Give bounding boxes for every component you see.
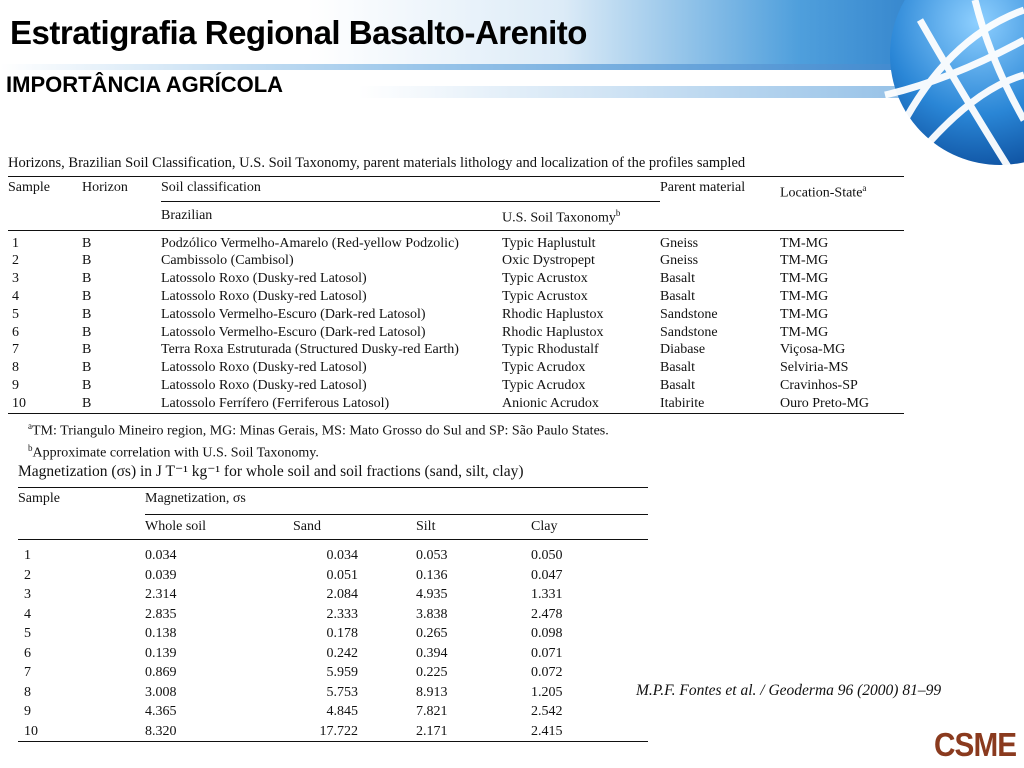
- cell-sand: 0.242: [326, 645, 358, 661]
- cell-silt: 0.136: [416, 567, 448, 583]
- cell-sample: 8: [12, 360, 19, 376]
- cell-whole: 0.034: [145, 548, 177, 563]
- cell-brazilian: Cambissolo (Cambisol): [161, 253, 294, 269]
- cell-us: Rhodic Haplustox: [502, 306, 604, 322]
- header-location: [780, 177, 904, 231]
- cell-silt: 0.265: [416, 626, 448, 641]
- header-magnetization: Magnetization, σs: [145, 488, 648, 515]
- cell-sample: 4: [12, 289, 19, 305]
- cell-location: TM-MG: [780, 289, 829, 305]
- cell-sample: 7: [12, 342, 19, 358]
- header-us-taxonomy: [502, 202, 660, 231]
- cell-sample: 7: [24, 665, 31, 680]
- cell-clay: 2.415: [531, 722, 648, 742]
- header-soil-classification: Soil classification: [161, 177, 660, 202]
- footnote-a: [28, 418, 609, 440]
- header-silt: Silt: [416, 515, 531, 540]
- cell-parent: Basalt: [660, 289, 695, 305]
- cell-whole: 0.039: [145, 567, 177, 583]
- cell-whole: 3.008: [145, 684, 177, 700]
- soil-classification-table: [8, 176, 904, 414]
- cell-silt: 7.821: [416, 704, 448, 719]
- cell-us: Typic Rhodustalf: [502, 342, 599, 358]
- table-row: [8, 306, 904, 324]
- cell-horizon: B: [82, 324, 92, 340]
- cell-sample: 1: [12, 235, 19, 251]
- cell-whole: 2.835: [145, 606, 177, 622]
- cell-us: Oxic Dystropept: [502, 253, 595, 269]
- page-subtitle: IMPORTÂNCIA AGRÍCOLA: [6, 72, 284, 97]
- citation: M.P.F. Fontes et al. / Geoderma 96 (2000) 81–99: [636, 682, 942, 699]
- table-row: [18, 546, 648, 566]
- cell-parent: Gneiss: [660, 253, 699, 269]
- csme-logo: CSME: [934, 726, 1017, 763]
- cell-horizon: B: [82, 342, 92, 358]
- cell-sand: 0.034: [326, 548, 358, 563]
- header-us-taxonomy-label: U.S. Soil Taxonomy: [502, 210, 616, 226]
- cell-silt: 0.225: [416, 665, 448, 680]
- cell-us: Typic Acrudox: [502, 360, 586, 376]
- magnetization-table: [18, 487, 648, 742]
- cell-whole: 0.139: [145, 645, 177, 661]
- table-row: [18, 585, 648, 605]
- cell-location: TM-MG: [780, 306, 829, 322]
- cell-sand: 5.753: [326, 684, 358, 700]
- table-row: [18, 683, 648, 703]
- cell-silt: 4.935: [416, 587, 448, 602]
- cell-brazilian: Latossolo Vermelho-Escuro (Dark-red Latosol): [161, 324, 426, 340]
- footnote-b-mark: b: [28, 442, 33, 453]
- globe-icon: [880, 0, 1024, 170]
- cell-horizon: B: [82, 253, 92, 269]
- page-title: Estratigrafia Regional Basalto-Arenito: [10, 14, 587, 51]
- cell-horizon: B: [82, 306, 92, 322]
- cell-parent: Diabase: [660, 342, 706, 358]
- cell-sample: 6: [24, 645, 31, 661]
- cell-clay: 0.071: [531, 645, 563, 661]
- cell-horizon: B: [82, 289, 92, 305]
- cell-sample: 9: [12, 378, 19, 394]
- cell-sand: 2.333: [326, 606, 358, 622]
- table-row: [8, 395, 904, 413]
- footnote-b: [28, 440, 609, 462]
- cell-location: Cravinhos-SP: [780, 378, 858, 394]
- cell-parent: Basalt: [660, 271, 695, 287]
- cell-brazilian: Latossolo Roxo (Dusky-red Latosol): [161, 360, 367, 376]
- table-row: [18, 624, 648, 644]
- cell-brazilian: Latossolo Ferrífero (Ferriferous Latosol): [161, 395, 502, 413]
- cell-parent: Sandstone: [660, 306, 718, 322]
- table-row: [18, 702, 648, 722]
- cell-sample: 10: [8, 395, 82, 413]
- cell-sample: 6: [12, 324, 19, 340]
- table-row: [8, 270, 904, 288]
- cell-whole: 4.365: [145, 704, 177, 719]
- footnote-b-text: Approximate correlation with U.S. Soil Taxonomy.: [32, 445, 319, 461]
- cell-clay: 0.047: [531, 567, 563, 583]
- table-row: [8, 324, 904, 342]
- cell-parent: Sandstone: [660, 324, 718, 340]
- cell-clay: 0.072: [531, 665, 563, 680]
- cell-sand: 0.051: [326, 567, 358, 583]
- banner-stripe: [0, 64, 1024, 70]
- header-brazilian: Brazilian: [161, 202, 502, 231]
- cell-brazilian: Podzólico Vermelho-Amarelo (Red-yellow Podzolic): [161, 235, 459, 251]
- table-row: [8, 288, 904, 306]
- cell-parent: Basalt: [660, 360, 695, 376]
- table-row: [18, 605, 648, 625]
- cell-whole: 0.138: [145, 626, 177, 641]
- footnote-a-text: TM: Triangulo Mineiro region, MG: Minas Gerais, MS: Mato Grosso do Sul and SP: São Paulo States.: [32, 423, 609, 439]
- table-row: [8, 235, 904, 253]
- header-clay: Clay: [531, 515, 648, 540]
- cell-sand: 5.959: [326, 665, 358, 680]
- cell-silt: 8.913: [416, 684, 448, 700]
- table1-caption: Horizons, Brazilian Soil Classification, U.S. Soil Taxonomy, parent materials lithology and localization of the profiles sampled: [8, 155, 746, 171]
- table-row: [8, 252, 904, 270]
- cell-sand: 2.084: [326, 587, 358, 602]
- cell-sand: 0.178: [326, 626, 358, 641]
- footnote-a-mark: a: [28, 421, 32, 431]
- cell-silt: 0.394: [416, 645, 448, 661]
- table-row: [8, 359, 904, 377]
- cell-parent: Basalt: [660, 378, 695, 394]
- cell-sample: 8: [24, 684, 31, 700]
- cell-sample: 1: [24, 548, 31, 563]
- cell-horizon: B: [82, 235, 92, 251]
- header-horizon: Horizon: [82, 177, 161, 231]
- cell-clay: 1.331: [531, 587, 563, 602]
- cell-whole: 8.320: [145, 722, 293, 742]
- cell-brazilian: Latossolo Roxo (Dusky-red Latosol): [161, 271, 367, 287]
- cell-silt: 3.838: [416, 606, 448, 622]
- header-location-label: Location-State: [780, 185, 863, 201]
- table1-footnotes: [28, 418, 609, 461]
- cell-brazilian: Latossolo Roxo (Dusky-red Latosol): [161, 289, 367, 305]
- header-whole-soil: Whole soil: [145, 515, 293, 540]
- cell-location: Ouro Preto-MG: [780, 395, 904, 413]
- cell-sand: 4.845: [326, 704, 358, 719]
- header-location-sup: a: [862, 183, 867, 193]
- cell-location: Viçosa-MG: [780, 342, 846, 358]
- cell-parent: Itabirite: [660, 395, 780, 413]
- cell-horizon: B: [82, 360, 92, 376]
- cell-sand: 17.722: [293, 722, 416, 742]
- cell-sample: 9: [24, 704, 31, 719]
- cell-us: Typic Acrustox: [502, 271, 588, 287]
- cell-clay: 2.542: [531, 704, 563, 719]
- cell-horizon: B: [82, 271, 92, 287]
- cell-location: Selviria-MS: [780, 360, 849, 376]
- cell-brazilian: Latossolo Vermelho-Escuro (Dark-red Latosol): [161, 306, 426, 322]
- cell-us: Typic Acrustox: [502, 289, 588, 305]
- cell-sample: 2: [24, 567, 31, 583]
- table-row: [8, 377, 904, 395]
- cell-us: Anionic Acrudox: [502, 395, 660, 413]
- table2-caption: Magnetization (σs) in J T⁻¹ kg⁻¹ for whole soil and soil fractions (sand, silt, clay): [18, 463, 524, 480]
- cell-sample: 3: [12, 271, 19, 287]
- cell-horizon: B: [82, 378, 92, 394]
- table-row: [18, 722, 648, 742]
- cell-clay: 0.050: [531, 548, 563, 563]
- cell-sample: 10: [18, 722, 145, 742]
- cell-clay: 2.478: [531, 606, 563, 622]
- cell-brazilian: Latossolo Roxo (Dusky-red Latosol): [161, 378, 367, 394]
- header-sand: Sand: [293, 515, 416, 540]
- cell-whole: 0.869: [145, 665, 177, 680]
- cell-clay: 1.205: [531, 684, 563, 700]
- cell-whole: 2.314: [145, 587, 177, 602]
- cell-sample: 4: [24, 606, 31, 622]
- cell-sample: 5: [24, 626, 31, 641]
- cell-sample: 5: [12, 306, 19, 322]
- cell-location: TM-MG: [780, 253, 829, 269]
- cell-us: Typic Haplustult: [502, 235, 596, 251]
- table-row: [18, 663, 648, 683]
- table-row: [18, 566, 648, 586]
- cell-location: TM-MG: [780, 235, 829, 251]
- header-sample: Sample: [8, 177, 82, 231]
- cell-location: TM-MG: [780, 271, 829, 287]
- cell-sample: 3: [24, 587, 31, 602]
- table-row: [8, 341, 904, 359]
- header-parent-material: Parent material: [660, 177, 780, 231]
- cell-us: Typic Acrudox: [502, 378, 586, 394]
- cell-horizon: B: [82, 395, 161, 413]
- cell-silt: 0.053: [416, 548, 448, 563]
- cell-clay: 0.098: [531, 626, 563, 641]
- cell-silt: 2.171: [416, 722, 531, 742]
- cell-sample: 2: [12, 253, 19, 269]
- cell-brazilian: Terra Roxa Estruturada (Structured Dusky-red Earth): [161, 342, 459, 358]
- header-sample: Sample: [18, 488, 145, 540]
- cell-us: Rhodic Haplustox: [502, 324, 604, 340]
- header-us-taxonomy-sup: b: [615, 208, 621, 218]
- cell-location: TM-MG: [780, 324, 829, 340]
- table-row: [18, 644, 648, 664]
- cell-parent: Gneiss: [660, 235, 699, 251]
